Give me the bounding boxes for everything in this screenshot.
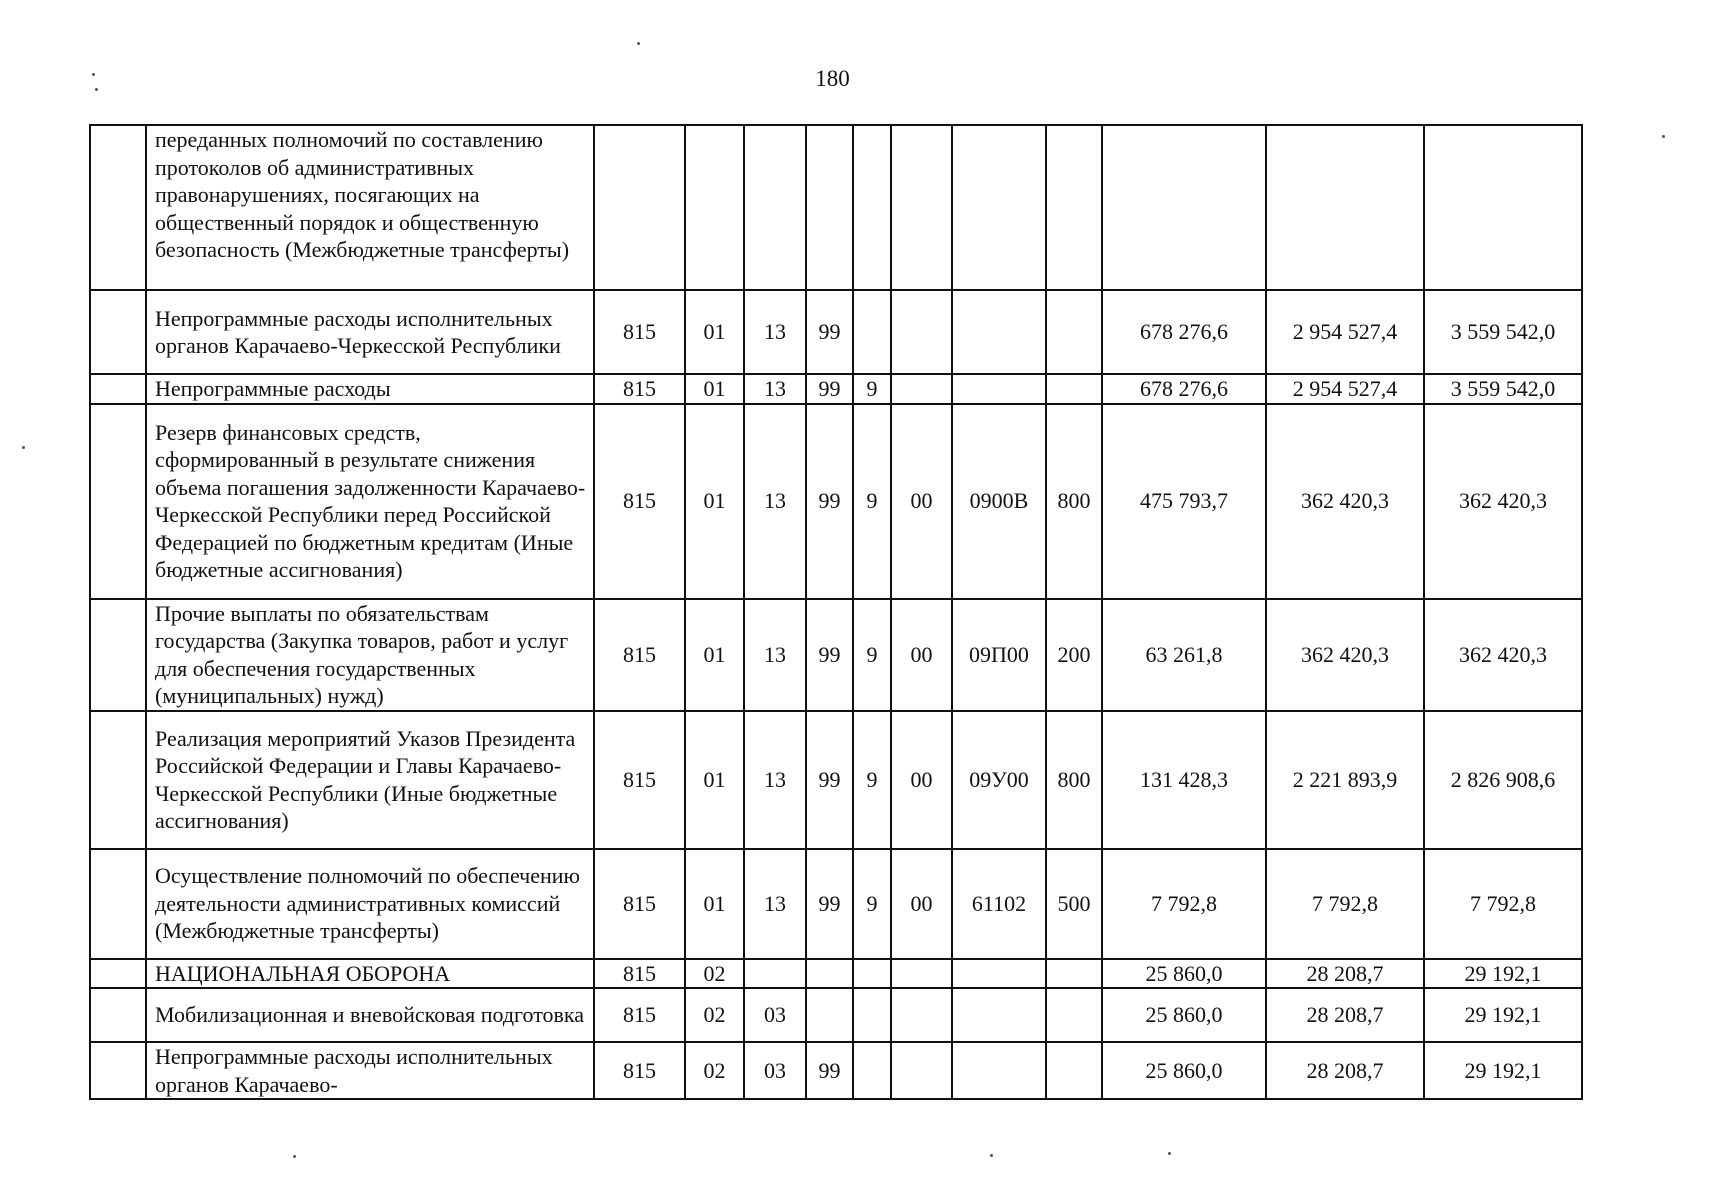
amount-year-2: 28 208,7 (1266, 1042, 1424, 1099)
scan-speck (990, 1154, 993, 1157)
code-subprogram (853, 959, 891, 989)
amount-year-3 (1424, 125, 1582, 290)
amount-year-2: 362 420,3 (1266, 599, 1424, 711)
code-subprogram: 9 (853, 374, 891, 404)
code-program (806, 988, 853, 1042)
expense-name: переданных полномочий по составлению протоколов об административных правонарушениях, посягающих на общественный порядок и общественную безопасность (Межбюджетные трансферты) (146, 125, 594, 290)
amount-year-3: 3 559 542,0 (1424, 374, 1582, 404)
code-direction (952, 290, 1046, 374)
code-subprogram (853, 988, 891, 1042)
code-program: 99 (806, 404, 853, 599)
amount-year-2 (1266, 125, 1424, 290)
code-expense-type (1046, 125, 1102, 290)
amount-year-1: 25 860,0 (1102, 1042, 1266, 1099)
code-grbs: 815 (594, 1042, 685, 1099)
page-number: 180 (815, 66, 850, 91)
scan-speck (1662, 135, 1665, 138)
code-program: 99 (806, 1042, 853, 1099)
scan-speck (22, 446, 25, 449)
scan-speck (293, 1155, 296, 1158)
code-subsection (744, 125, 806, 290)
code-direction: 09У00 (952, 711, 1046, 849)
code-expense-type (1046, 374, 1102, 404)
amount-year-1: 63 261,8 (1102, 599, 1266, 711)
amount-year-1: 7 792,8 (1102, 849, 1266, 959)
code-grbs: 815 (594, 959, 685, 989)
code-program (806, 125, 853, 290)
code-grbs: 815 (594, 599, 685, 711)
amount-year-3: 362 420,3 (1424, 599, 1582, 711)
budget-table (89, 124, 1583, 1100)
code-program (806, 959, 853, 989)
code-section: 02 (685, 988, 744, 1042)
code-grbs: 815 (594, 849, 685, 959)
table-row (90, 125, 1582, 290)
code-subprogram (853, 1042, 891, 1099)
code-event: 00 (891, 599, 952, 711)
code-direction (952, 988, 1046, 1042)
amount-year-3: 3 559 542,0 (1424, 290, 1582, 374)
table-row (90, 599, 1582, 711)
code-subprogram: 9 (853, 599, 891, 711)
table-row (90, 374, 1582, 404)
code-program: 99 (806, 290, 853, 374)
code-event (891, 125, 952, 290)
code-subsection: 13 (744, 290, 806, 374)
table-row (90, 959, 1582, 989)
amount-year-1: 475 793,7 (1102, 404, 1266, 599)
code-direction (952, 1042, 1046, 1099)
amount-year-2: 362 420,3 (1266, 404, 1424, 599)
code-event: 00 (891, 711, 952, 849)
code-subprogram: 9 (853, 404, 891, 599)
code-program: 99 (806, 599, 853, 711)
row-index-cell (90, 988, 146, 1042)
row-index-cell (90, 849, 146, 959)
code-subprogram (853, 290, 891, 374)
amount-year-1: 25 860,0 (1102, 959, 1266, 989)
code-program: 99 (806, 374, 853, 404)
table-row (90, 988, 1582, 1042)
code-event: 00 (891, 404, 952, 599)
scan-speck (637, 42, 640, 45)
code-subsection (744, 959, 806, 989)
amount-year-3: 29 192,1 (1424, 988, 1582, 1042)
amount-year-2: 28 208,7 (1266, 959, 1424, 989)
table-row (90, 290, 1582, 374)
scan-speck (95, 88, 98, 91)
code-event (891, 1042, 952, 1099)
amount-year-2: 28 208,7 (1266, 988, 1424, 1042)
code-section: 01 (685, 290, 744, 374)
table-row (90, 711, 1582, 849)
code-event (891, 959, 952, 989)
amount-year-2: 2 221 893,9 (1266, 711, 1424, 849)
code-grbs: 815 (594, 404, 685, 599)
code-event: 00 (891, 849, 952, 959)
amount-year-3: 362 420,3 (1424, 404, 1582, 599)
code-direction (952, 959, 1046, 989)
row-index-cell (90, 711, 146, 849)
code-expense-type (1046, 988, 1102, 1042)
row-index-cell (90, 374, 146, 404)
code-subsection: 13 (744, 374, 806, 404)
amount-year-3: 7 792,8 (1424, 849, 1582, 959)
code-subsection: 13 (744, 599, 806, 711)
code-expense-type: 200 (1046, 599, 1102, 711)
code-expense-type: 500 (1046, 849, 1102, 959)
amount-year-2: 2 954 527,4 (1266, 374, 1424, 404)
amount-year-3: 2 826 908,6 (1424, 711, 1582, 849)
row-index-cell (90, 290, 146, 374)
expense-name: Непрограммные расходы (146, 374, 594, 404)
expense-name: Непрограммные расходы исполнительных органов Карачаево-Черкесской Республики (146, 290, 594, 374)
expense-name: Мобилизационная и вневойсковая подготовка (146, 988, 594, 1042)
amount-year-3: 29 192,1 (1424, 959, 1582, 989)
code-program: 99 (806, 711, 853, 849)
code-subprogram (853, 125, 891, 290)
amount-year-1: 25 860,0 (1102, 988, 1266, 1042)
code-grbs (594, 125, 685, 290)
code-event (891, 988, 952, 1042)
code-section: 02 (685, 959, 744, 989)
code-grbs: 815 (594, 374, 685, 404)
code-grbs: 815 (594, 988, 685, 1042)
code-expense-type (1046, 959, 1102, 989)
code-grbs: 815 (594, 290, 685, 374)
code-direction (952, 125, 1046, 290)
amount-year-3: 29 192,1 (1424, 1042, 1582, 1099)
code-grbs: 815 (594, 711, 685, 849)
table-row (90, 404, 1582, 599)
expense-name: Непрограммные расходы исполнительных органов Карачаево- (146, 1042, 594, 1099)
table-row (90, 1042, 1582, 1099)
code-expense-type (1046, 1042, 1102, 1099)
scan-speck (92, 73, 95, 76)
code-direction: 0900В (952, 404, 1046, 599)
code-subsection: 03 (744, 1042, 806, 1099)
expense-name: Реализация мероприятий Указов Президента Российской Федерации и Главы Карачаево-Черкесской Республики (Иные бюджетные ассигнования) (146, 711, 594, 849)
code-section: 01 (685, 711, 744, 849)
expense-name: Резерв финансовых средств, сформированный в результате снижения объема погашения задолженности Карачаево-Черкесской Республики перед Российской Федерацией по бюджетным кредитам (Иные бюджетные ассигнования) (146, 404, 594, 599)
code-section: 01 (685, 849, 744, 959)
code-subprogram: 9 (853, 849, 891, 959)
code-subsection: 13 (744, 711, 806, 849)
amount-year-1 (1102, 125, 1266, 290)
code-event (891, 374, 952, 404)
code-subsection: 03 (744, 988, 806, 1042)
amount-year-2: 7 792,8 (1266, 849, 1424, 959)
row-index-cell (90, 1042, 146, 1099)
expense-name: Прочие выплаты по обязательствам государства (Закупка товаров, работ и услуг для обеспечения государственных (муниципальных) нужд) (146, 599, 594, 711)
amount-year-1: 131 428,3 (1102, 711, 1266, 849)
code-subsection: 13 (744, 849, 806, 959)
expense-name: Осуществление полномочий по обеспечению деятельности административных комиссий (Межбюджетные трансферты) (146, 849, 594, 959)
code-direction: 61102 (952, 849, 1046, 959)
code-subsection: 13 (744, 404, 806, 599)
amount-year-2: 2 954 527,4 (1266, 290, 1424, 374)
amount-year-1: 678 276,6 (1102, 374, 1266, 404)
row-index-cell (90, 404, 146, 599)
scan-speck (1168, 1152, 1171, 1155)
code-section: 02 (685, 1042, 744, 1099)
code-expense-type: 800 (1046, 404, 1102, 599)
row-index-cell (90, 125, 146, 290)
code-program: 99 (806, 849, 853, 959)
amount-year-1: 678 276,6 (1102, 290, 1266, 374)
code-direction: 09П00 (952, 599, 1046, 711)
code-section: 01 (685, 599, 744, 711)
code-section: 01 (685, 374, 744, 404)
code-expense-type (1046, 290, 1102, 374)
code-expense-type: 800 (1046, 711, 1102, 849)
row-index-cell (90, 599, 146, 711)
expense-name: НАЦИОНАЛЬНАЯ ОБОРОНА (146, 959, 594, 989)
code-subprogram: 9 (853, 711, 891, 849)
code-event (891, 290, 952, 374)
row-index-cell (90, 959, 146, 989)
code-section (685, 125, 744, 290)
code-section: 01 (685, 404, 744, 599)
table-row (90, 849, 1582, 959)
code-direction (952, 374, 1046, 404)
